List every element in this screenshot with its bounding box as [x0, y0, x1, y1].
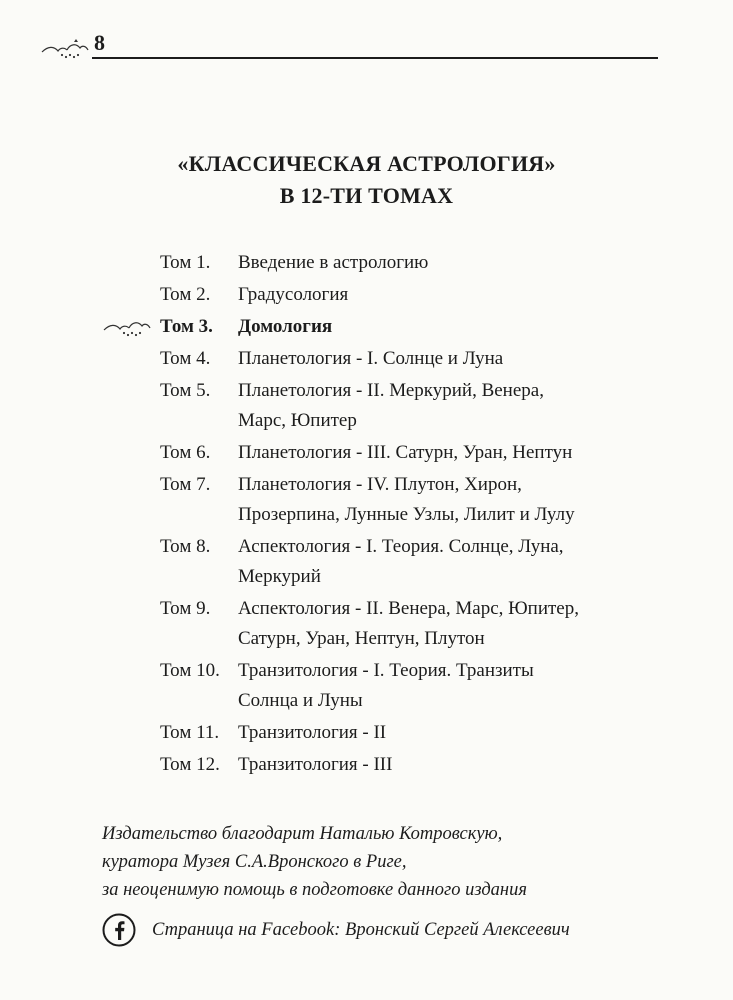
series-title-line-2: В 12-ТИ ТОМАХ	[279, 183, 454, 208]
facebook-icon	[102, 913, 136, 947]
volume-title: Транзитология - II	[238, 722, 387, 743]
acknowledgement	[102, 820, 642, 904]
acknowledgement-line-2: куратора Музея С.А.Вронского в Риге,	[102, 852, 407, 872]
volume-number: Том 12.	[160, 754, 220, 775]
volume-item	[160, 248, 620, 278]
volume-number: Том 5.	[160, 380, 211, 401]
current-volume-ornament-icon	[102, 318, 154, 338]
series-title-line-1: «КЛАССИЧЕСКАЯ АСТРОЛОГИЯ»	[177, 151, 556, 176]
volume-number: Том 7.	[160, 474, 211, 495]
acknowledgement-line-1: Издательство благодарит Наталью Котровскую,	[102, 824, 503, 844]
volume-number: Том 4.	[160, 348, 211, 369]
facebook-page-text: Страница на Facebook: Вронский Сергей Алексеевич	[152, 919, 570, 940]
header-divider	[92, 57, 658, 59]
volume-item	[160, 344, 620, 374]
page-header	[40, 30, 660, 70]
floral-ornament-icon	[40, 36, 92, 62]
volume-number: Том 9.	[160, 598, 211, 619]
volume-title: Транзитология - III	[238, 754, 393, 775]
volume-number: Том 2.	[160, 284, 211, 305]
volume-number: Том 10.	[160, 660, 220, 681]
volume-item	[160, 718, 620, 748]
volume-item	[160, 656, 620, 716]
volume-title: Градусология	[238, 284, 349, 305]
volume-number: Том 1.	[160, 252, 211, 273]
acknowledgement-line-3: за неоценимую помощь в подготовке данного издания	[102, 880, 527, 900]
volume-number: Том 11.	[160, 722, 220, 743]
volume-item-current	[160, 312, 620, 342]
volume-number: Том 3.	[160, 316, 213, 337]
volume-item	[160, 750, 620, 780]
volume-item	[160, 594, 620, 654]
volume-title: Введение в астрологию	[238, 252, 429, 273]
volume-title: Транзитология - I. Теория. Транзиты Солнца и Луны	[238, 660, 534, 711]
volume-item	[160, 438, 620, 468]
volume-title: Аспектология - I. Теория. Солнце, Луна, Меркурий	[238, 536, 564, 587]
volume-list	[160, 248, 620, 782]
volume-item	[160, 532, 620, 592]
volume-title: Аспектология - II. Венера, Марс, Юпитер, Сатурн, Уран, Нептун, Плутон	[238, 598, 579, 649]
volume-title: Планетология - IV. Плутон, Хирон, Прозерпина, Лунные Узлы, Лилит и Лулу	[238, 474, 575, 525]
volume-item	[160, 376, 620, 436]
page-number: 8	[94, 30, 105, 55]
volume-title: Планетология - III. Сатурн, Уран, Нептун	[238, 442, 573, 463]
volume-number: Том 8.	[160, 536, 211, 557]
volume-title: Планетология - I. Солнце и Луна	[238, 348, 504, 369]
volume-title: Планетология - II. Меркурий, Венера, Марс, Юпитер	[238, 380, 544, 431]
volume-title: Домология	[238, 316, 333, 337]
volume-number: Том 6.	[160, 442, 211, 463]
series-title	[0, 148, 733, 212]
volume-item	[160, 470, 620, 530]
volume-item	[160, 280, 620, 310]
facebook-page-reference	[102, 912, 682, 948]
